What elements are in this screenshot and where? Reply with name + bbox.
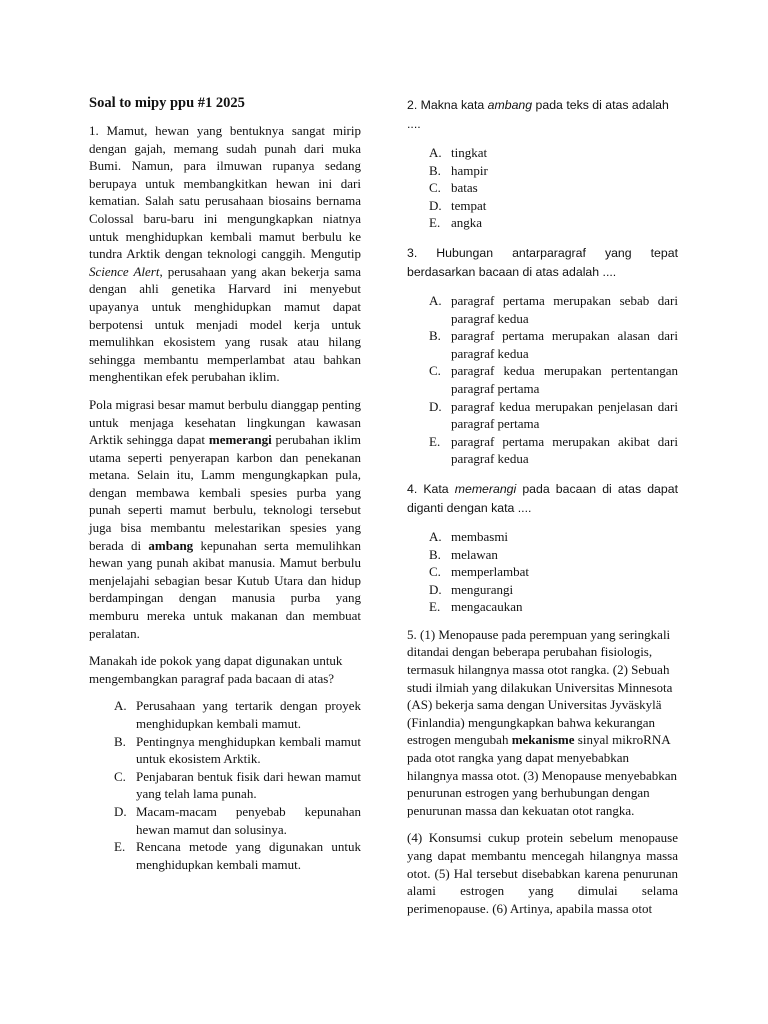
q3-options: [429, 292, 678, 468]
option-letter: B.: [429, 162, 441, 178]
q4-option-d[interactable]: [429, 581, 678, 599]
highlight-ambang: ambang: [148, 537, 194, 553]
option-letter: A.: [429, 528, 442, 544]
q5-passage-paragraph-1: [407, 626, 678, 820]
q4-option-b[interactable]: [429, 546, 678, 564]
q2-keyword: ambang: [487, 98, 533, 112]
q2-question: [407, 96, 678, 134]
q2-option-a[interactable]: [429, 144, 678, 162]
option-text: melawan: [451, 546, 498, 562]
q3-option-c[interactable]: [429, 362, 678, 397]
option-text: tingkat: [451, 145, 488, 160]
option-letter: E.: [429, 433, 441, 449]
q3-question: 3. Hubungan antarparagraf yang tepat berdasarkan bacaan di atas adalah ....: [407, 245, 678, 279]
q1-p2-text-b: perubahan iklim utama seperti penyerapan karbon dan penekanan metana. Selain itu, Lamm mengungkapkan pula, dengan membawa kembali spesies purba yang punah seperti mamut berbulu, teknologi tersebut juga bisa membantu melestarikan spesies yang berada di: [89, 432, 361, 553]
option-text: memperlambat: [451, 564, 529, 580]
q2-option-d[interactable]: [429, 197, 678, 215]
option-letter: D.: [114, 803, 127, 819]
option-letter: C.: [429, 180, 441, 196]
q1-p2-text-a: Pola migrasi besar mamut berbulu dianggap penting untuk menjaga kesehatan lingkungan kawasan Arktik sehingga dapat: [89, 396, 361, 448]
option-letter: A.: [429, 292, 442, 308]
q1-question: Manakah ide pokok yang dapat digunakan untuk mengembangkan paragraf pada bacaan di atas?: [89, 653, 343, 686]
q1-p1-text-a: 1. Mamut, hewan yang bentuknya sangat mirip dengan gajah, memang sudah punah dari muka Bumi. Namun, para ilmuwan rupanya sedang berupaya untuk membangkitkan hewan ini dari kematian. Salah satu perusahaan biosains bernama Colossal baru-baru ini mengungkapkan niatnya untuk menghidupkan kembali mamut berbulu ke tundra Arktik dengan teknologi canggih. Mengutip: [89, 123, 361, 262]
q3-option-b[interactable]: [429, 327, 678, 362]
option-text: tempat: [451, 197, 487, 213]
q1-passage-paragraph-2: [89, 396, 361, 642]
q4-keyword: memerangi: [454, 481, 517, 496]
option-letter: D.: [429, 197, 442, 213]
document-title: Soal to mipy ppu #1 2025: [89, 95, 245, 111]
option-letter: E.: [429, 599, 441, 615]
left-column: [89, 94, 361, 883]
highlight-memerangi: memerangi: [208, 432, 272, 448]
option-letter: C.: [429, 363, 441, 379]
option-letter: D.: [429, 581, 442, 597]
option-letter: B.: [429, 328, 441, 344]
option-text: Rencana metode yang digunakan untuk menghidupkan kembali mamut.: [136, 839, 361, 872]
q1-option-b[interactable]: [114, 733, 361, 768]
option-text: paragraf pertama merupakan akibat dari paragraf kedua: [451, 433, 678, 467]
option-letter: C.: [429, 564, 441, 580]
option-text: paragraf pertama merupakan sebab dari paragraf kedua: [451, 292, 678, 326]
q2-option-b[interactable]: [429, 162, 678, 180]
option-letter: B.: [429, 546, 441, 562]
q3-option-a[interactable]: [429, 292, 678, 327]
source-name: Science Alert: [89, 263, 160, 279]
option-text: mengacaukan: [451, 599, 523, 615]
highlight-mekanisme: mekanisme: [511, 732, 575, 748]
option-text: mengurangi: [451, 581, 514, 597]
option-letter: A.: [114, 698, 127, 714]
q4-options: [429, 528, 678, 616]
q5-passage-paragraph-2: (4) Konsumsi cukup protein sebelum menopause yang dapat membantu mencegah hilangnya massa otot. (5) Hal tersebut disebabkan karena penurunan alami estrogen yang dimulai selama perimenopause. (6) Artinya, apabila massa otot: [407, 830, 678, 916]
option-letter: B.: [114, 733, 126, 749]
q2-option-e[interactable]: [429, 214, 678, 232]
option-text: Perusahaan yang tertarik dengan proyek menghidupkan kembali mamut.: [136, 698, 361, 731]
option-letter: A.: [429, 145, 442, 160]
q5-p1-text-a: 5. (1) Menopause pada perempuan yang seringkali ditandai dengan beberapa perubahan fisiologis, termasuk hilangnya massa otot rangka. (2) Sebuah studi ilmiah yang dilakukan Universitas Minnesota (AS) bekerja sama dengan Universitas Jyväskylä (Finlandia) mengungkapkan bahwa kekurangan estrogen mengubah: [407, 626, 673, 748]
q1-p2-text-c: kepunahan serta memulihkan hewan yang punah akibat manusia. Mamut berbulu menjelajahi sebagian besar Kutub Utara dan hidup berdampingan dengan manusia purba yang memburu mereka untuk makanan dan membuat peralatan.: [89, 537, 361, 641]
q2-text-post: pada teks di atas adalah ....: [407, 98, 669, 131]
q2-text-pre: 2. Makna kata: [407, 98, 488, 112]
option-letter: E.: [429, 215, 441, 231]
option-text: batas: [451, 180, 478, 196]
q3-option-d[interactable]: [429, 398, 678, 433]
q4-option-c[interactable]: [429, 563, 678, 581]
q4-text-pre: 4. Kata: [407, 481, 455, 496]
option-letter: C.: [114, 768, 126, 784]
q1-p1-text-b: , perusahaan yang akan bekerja sama dengan ahli genetika Harvard ini menyebut upayanya untuk menghidupkan mamut dapat berpotensi untuk menjadi model kerja untuk memulihkan ekosistem yang rusak atau hilang sehingga membantu memperlambat atau bahkan menghentikan efek perubahan iklim.: [89, 263, 361, 385]
right-column: [407, 96, 678, 927]
q4-option-a[interactable]: [429, 528, 678, 546]
q3-option-e[interactable]: [429, 433, 678, 468]
q1-option-a[interactable]: [114, 697, 361, 732]
q1-passage-paragraph-1: [89, 122, 361, 386]
q4-option-e[interactable]: [429, 598, 678, 616]
option-text: paragraf kedua merupakan penjelasan dari paragraf pertama: [451, 398, 678, 432]
q4-text-post: pada bacaan di atas dapat diganti dengan kata ....: [407, 481, 678, 515]
q1-option-d[interactable]: [114, 803, 361, 838]
q5-p1-text-b: sinyal mikroRNA pada otot rangka yang dapat menyebabkan hilangnya massa otot. (3) Menopause menyebabkan penurunan estrogen yang berhubungan dengan penurunan massa dan kekuatan otot rangka.: [407, 732, 678, 818]
option-letter: D.: [429, 398, 442, 414]
q1-option-c[interactable]: [114, 768, 361, 803]
option-text: paragraf pertama merupakan alasan dari paragraf kedua: [451, 328, 678, 361]
option-text: Pentingnya menghidupkan kembali mamut untuk ekosistem Arktik.: [136, 733, 361, 767]
q2-options: [429, 144, 678, 232]
q1-option-e[interactable]: [114, 838, 361, 873]
option-text: membasmi: [451, 528, 509, 544]
q4-question: [407, 480, 678, 518]
option-text: hampir: [451, 162, 488, 178]
option-text: Macam-macam penyebab kepunahan hewan mamut dan solusinya.: [136, 803, 361, 837]
q2-option-c[interactable]: [429, 179, 678, 197]
option-text: angka: [451, 215, 483, 231]
option-letter: E.: [114, 839, 126, 855]
option-text: Penjabaran bentuk fisik dari hewan mamut yang telah lama punah.: [136, 768, 361, 802]
option-text: paragraf kedua merupakan pertentangan paragraf pertama: [451, 363, 678, 396]
q1-options: [114, 697, 361, 873]
